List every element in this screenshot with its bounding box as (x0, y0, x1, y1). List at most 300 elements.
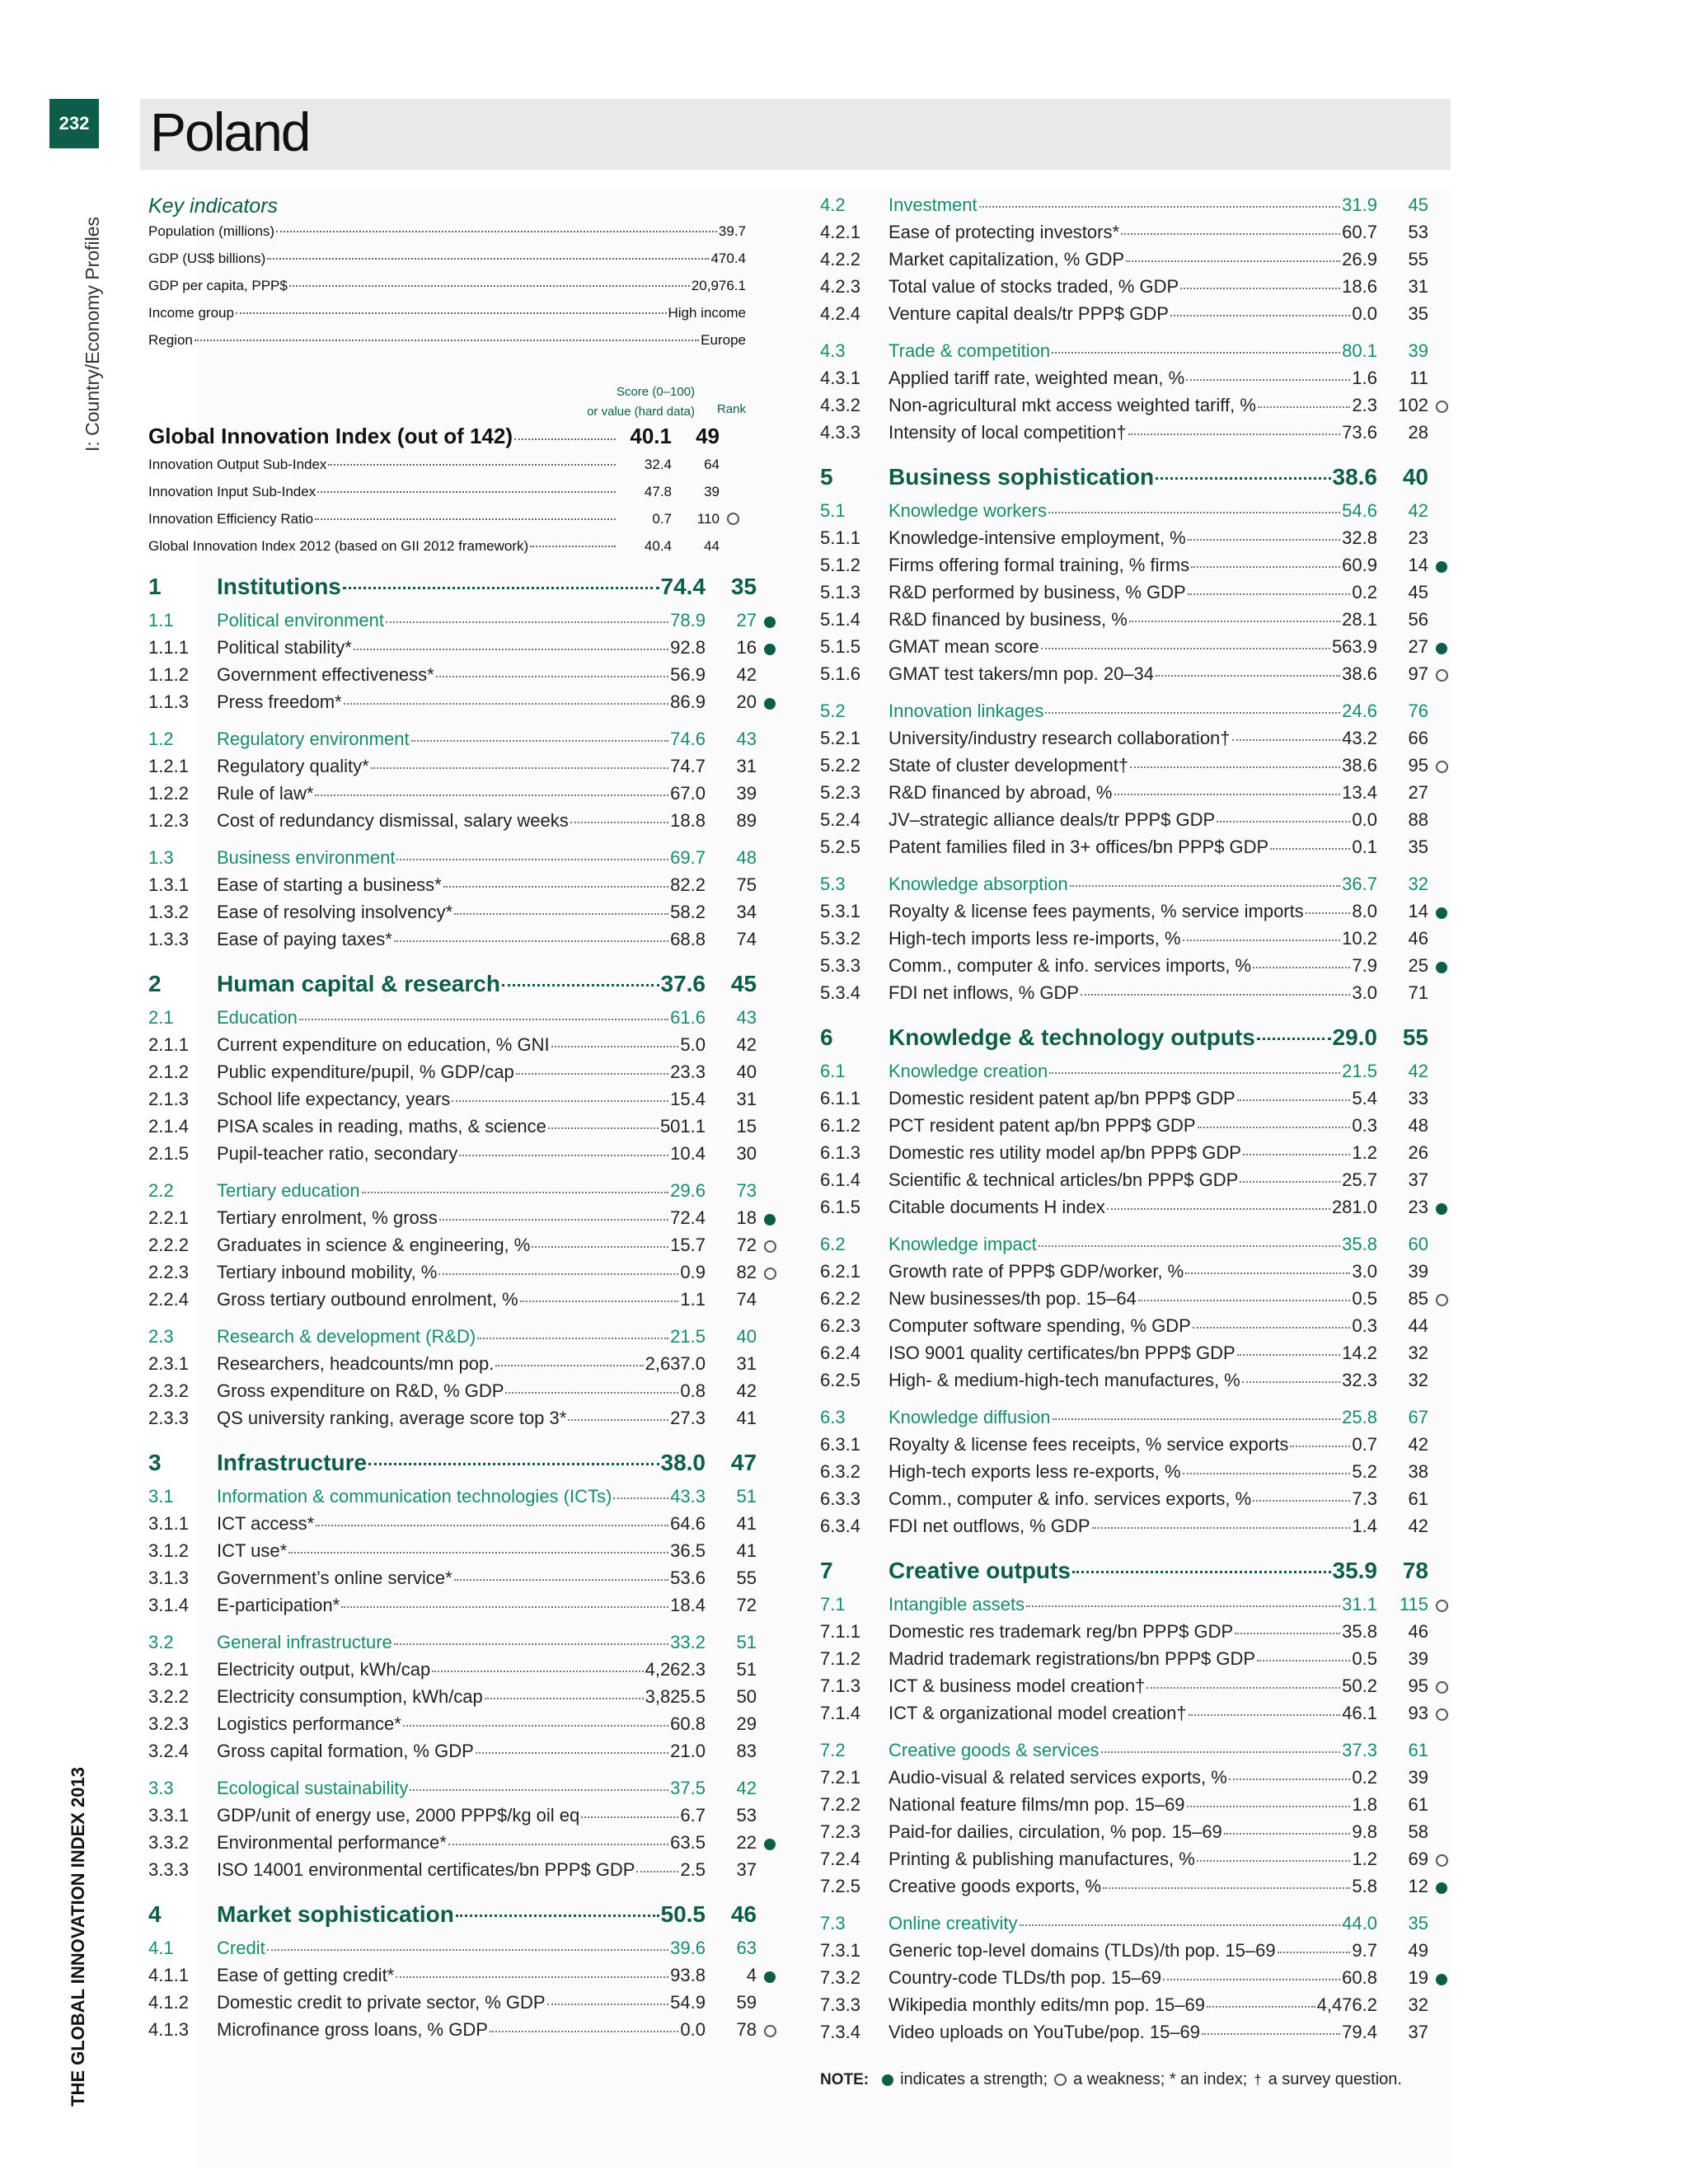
indicator-row-code: 6.3.4 (820, 1516, 860, 1536)
gii-score: 40.1 (630, 424, 672, 448)
indicator-row-rank: 4 (746, 1965, 757, 1985)
indicator-row-name: High- & medium-high-tech manufactures, % (889, 1370, 1240, 1390)
indicator-row-code: 3.1.1 (148, 1513, 189, 1534)
dot-leader (432, 1671, 643, 1672)
indicator-row-name: School life expectancy, years (217, 1089, 451, 1109)
indicator-row-score: 3.0 (1352, 982, 1377, 1003)
section-side-text: I: Country/Economy Profiles (82, 216, 104, 452)
indicator-row (820, 901, 1455, 928)
indicator-row-rank: 28 (1408, 422, 1428, 443)
indicator-row-code: 3.2.4 (148, 1741, 189, 1761)
indicator-row-score: 3,825.5 (645, 1686, 706, 1707)
dot-leader (403, 1725, 668, 1727)
gii-label: Global Innovation Index 2012 (based on GII 2012 framework) (148, 538, 529, 554)
dot-leader (1187, 1806, 1351, 1807)
marker-slot (1428, 1881, 1455, 1892)
indicator-row (820, 955, 1455, 982)
weakness-icon (727, 513, 739, 525)
indicator-row-code: 7.1.2 (820, 1648, 860, 1669)
indicator-row (148, 1713, 783, 1741)
indicator-row (148, 1686, 783, 1713)
indicator-row-code: 2.1.5 (148, 1143, 189, 1164)
indicator-row-code: 5.2.3 (820, 782, 860, 803)
subpillar-row-score: 80.1 (1342, 340, 1377, 361)
marker-slot (1428, 560, 1455, 571)
weakness-icon (1436, 1854, 1448, 1867)
marker-slot (1428, 1680, 1455, 1692)
subpillar-row-rank: 42 (1408, 1061, 1428, 1081)
indicator-row-score: 0.3 (1352, 1315, 1377, 1336)
dot-leader (485, 1698, 644, 1699)
key-indicators (148, 194, 746, 359)
indicator-row-name: Generic top-level domains (TLDs)/th pop. 15–69 (889, 1940, 1276, 1961)
subpillar-row-name: Investment (889, 194, 978, 215)
dot-leader (1270, 848, 1350, 850)
indicator-row-code: 2.1.4 (148, 1116, 189, 1137)
indicator-row (148, 1805, 783, 1832)
subpillar-row-name: Knowledge diffusion (889, 1407, 1051, 1427)
subpillar-row-code: 7.1 (820, 1594, 846, 1615)
subpillar-row-rank: 42 (736, 1778, 757, 1798)
indicator-row (820, 755, 1455, 782)
pillar-row (820, 1558, 1455, 1594)
indicator-row-rank: 42 (736, 1034, 757, 1055)
dot-leader (236, 312, 667, 314)
indicator-row-code: 2.3.2 (148, 1380, 189, 1401)
dot-leader (276, 231, 717, 232)
subpillar-section (820, 874, 1455, 1010)
indicator-row-name: National feature films/mn pop. 15–69 (889, 1794, 1185, 1815)
indicator-row (148, 1595, 783, 1622)
pillar-row-score: 37.6 (660, 971, 706, 996)
indicator-row-score: 9.7 (1352, 1940, 1377, 1961)
pillar-row-code: 3 (148, 1450, 162, 1475)
indicator-row-score: 2.3 (1352, 395, 1377, 415)
indicator-row-rank: 78 (736, 2019, 757, 2040)
subpillar-row (820, 340, 1455, 368)
subpillar-row-rank: 35 (1408, 1913, 1428, 1933)
strength-icon (764, 1214, 776, 1226)
indicator-row-code: 3.3.2 (148, 1832, 189, 1853)
indicator-row (820, 1488, 1455, 1516)
indicator-row-score: 563.9 (1331, 636, 1377, 657)
indicator-row-rank: 32 (1408, 1994, 1428, 2015)
indicator-row (148, 1992, 783, 2019)
indicator-row (148, 810, 783, 837)
dot-leader (530, 546, 616, 547)
subpillar-row-name: Political environment (217, 610, 384, 630)
dot-leader (1224, 1833, 1351, 1835)
indicator-row (820, 222, 1455, 249)
subpillar-row-rank: 63 (736, 1938, 757, 1958)
gii-row (148, 457, 746, 484)
indicator-row-name: Researchers, headcounts/mn pop. (217, 1353, 495, 1374)
indicator-row-code: 4.1.2 (148, 1992, 189, 2013)
pillar-row-rank: 46 (730, 1901, 757, 1927)
indicator-row-score: 60.9 (1342, 555, 1377, 575)
indicator-row-score: 53.6 (670, 1568, 706, 1588)
subpillar-row (820, 194, 1455, 222)
indicator-row (820, 2022, 1455, 2049)
dot-leader (1138, 1300, 1351, 1301)
marker-slot (757, 1212, 783, 1224)
indicator-row-name: Graduates in science & engineering, % (217, 1235, 531, 1255)
indicator-row-rank: 23 (1408, 527, 1428, 548)
indicator-row-name: High-tech exports less re-exports, % (889, 1461, 1181, 1482)
indicator-row-name: Public expenditure/pupil, % GDP/cap (217, 1062, 514, 1082)
indicator-row-code: 2.3.3 (148, 1408, 189, 1428)
publication-side-label (66, 1767, 91, 2107)
indicator-row-code: 1.1.3 (148, 691, 189, 712)
indicator-row-score: 10.2 (1342, 928, 1377, 949)
subpillar-row-code: 4.1 (148, 1938, 174, 1958)
indicator-row-code: 6.3.3 (820, 1488, 860, 1509)
indicator-row-rank: 20 (736, 691, 757, 712)
gii-rank: 64 (704, 457, 720, 472)
gii-score: 32.4 (644, 457, 672, 472)
indicator-row-code: 7.2.5 (820, 1876, 860, 1896)
dot-leader (1072, 1571, 1331, 1573)
indicator-row-rank: 75 (736, 874, 757, 895)
indicator-row (820, 837, 1455, 864)
dot-leader (1217, 821, 1350, 823)
marker-slot (1428, 641, 1455, 653)
subpillar-row-name: Innovation linkages (889, 701, 1044, 721)
indicator-row-name: Domestic resident patent ap/bn PPP$ GDP (889, 1088, 1236, 1108)
indicator-row-score: 27.3 (670, 1408, 706, 1428)
indicator-row-rank: 40 (736, 1062, 757, 1082)
weakness-icon (1436, 1294, 1448, 1306)
dot-leader (570, 822, 668, 823)
subpillar-row-score: 37.5 (670, 1778, 706, 1798)
indicator-row (148, 1034, 783, 1062)
key-indicator-value: 39.7 (718, 223, 746, 239)
subpillar-section (148, 610, 783, 719)
dot-leader (1156, 477, 1330, 480)
dot-leader (1258, 406, 1351, 408)
marker-slot (1428, 1598, 1455, 1610)
indicator-row-rank: 31 (736, 756, 757, 776)
indicator-row-rank: 51 (736, 1659, 757, 1680)
dot-leader (1114, 794, 1341, 795)
subpillar-row-rank: 45 (1408, 194, 1428, 215)
indicator-row-code: 3.2.3 (148, 1713, 189, 1734)
gii-score: 47.8 (644, 484, 672, 499)
indicator-row-name: Political stability* (217, 637, 352, 658)
pillar-row-rank: 78 (1402, 1558, 1428, 1583)
indicator-row-rank: 42 (736, 664, 757, 685)
indicator-row-rank: 32 (1408, 1370, 1428, 1390)
indicator-row (820, 1370, 1455, 1397)
indicator-row (820, 1967, 1455, 1994)
indicator-row (820, 1940, 1455, 1967)
indicator-row (148, 664, 783, 691)
subpillar-row-score: 24.6 (1342, 701, 1377, 721)
indicator-row (148, 902, 783, 929)
pillar-row-code: 2 (148, 971, 162, 996)
indicator-row-rank: 42 (736, 1380, 757, 1401)
indicator-row-code: 7.2.2 (820, 1794, 860, 1815)
indicator-row (820, 303, 1455, 330)
dot-leader (267, 1949, 668, 1951)
dot-leader (1306, 912, 1351, 914)
indicator-row-code: 5.3.2 (820, 928, 860, 949)
indicator-row (148, 929, 783, 956)
indicator-row-rank: 72 (736, 1595, 757, 1615)
key-indicator-rows (148, 223, 746, 359)
indicator-row-rank: 34 (736, 902, 757, 922)
subpillar-row-name: Knowledge workers (889, 500, 1047, 521)
indicator-row-name: Domestic credit to private sector, % GDP (217, 1992, 546, 2013)
indicator-row-rank: 42 (1408, 1516, 1428, 1536)
dot-leader (456, 1915, 659, 1917)
dot-leader (1235, 1633, 1340, 1634)
dot-leader (1020, 1924, 1341, 1926)
dot-leader (299, 1019, 668, 1020)
indicator-row-code: 2.1.2 (148, 1062, 189, 1082)
subpillar-row-rank: 115 (1399, 1594, 1428, 1615)
strength-icon (1436, 907, 1447, 919)
indicator-row-score: 60.7 (1342, 222, 1377, 242)
indicator-row (820, 1794, 1455, 1821)
dot-leader (386, 621, 668, 623)
indicator-row-score: 46.1 (1342, 1703, 1377, 1723)
dot-leader (328, 464, 616, 466)
score-header-line2: or value (hard data) (587, 405, 695, 419)
indicator-row-score: 21.0 (670, 1741, 706, 1761)
indicator-row-code: 5.1.5 (820, 636, 860, 657)
indicator-row (820, 582, 1455, 609)
dot-leader (443, 886, 668, 888)
subpillar-row (820, 1234, 1455, 1261)
dot-leader (1189, 1714, 1341, 1716)
indicator-row-score: 58.2 (670, 902, 706, 922)
indicator-row-score: 64.6 (670, 1513, 706, 1534)
subpillar-row-rank: 51 (736, 1486, 757, 1507)
indicator-row-rank: 95 (1408, 1675, 1428, 1696)
indicator-row-name: Wikipedia monthly edits/mn pop. 15–69 (889, 1994, 1205, 2015)
weakness-icon (1436, 1600, 1448, 1612)
indicator-row-rank: 61 (1408, 1794, 1428, 1815)
subpillar-row-name: Intangible assets (889, 1594, 1025, 1615)
indicator-row-name: Country-code TLDs/th pop. 15–69 (889, 1967, 1162, 1988)
indicator-row-score: 0.8 (680, 1380, 706, 1401)
dot-leader (1232, 739, 1341, 741)
subpillar-row-score: 33.2 (670, 1632, 706, 1652)
subpillar-row-code: 6.1 (820, 1061, 846, 1081)
dot-leader (613, 1497, 668, 1499)
indicator-row-name: Venture capital deals/tr PPP$ GDP (889, 303, 1169, 324)
dot-leader (502, 984, 659, 987)
indicator-row-score: 0.5 (1352, 1288, 1377, 1309)
indicator-row-name: Ease of paying taxes* (217, 929, 392, 949)
indicator-row-name: Royalty & license fees receipts, % service exports (889, 1434, 1289, 1455)
indicator-row-code: 5.3.4 (820, 982, 860, 1003)
indicator-row-rank: 15 (736, 1116, 757, 1137)
indicator-row-rank: 38 (1408, 1461, 1428, 1482)
dot-leader (1278, 1952, 1351, 1953)
pillar-row (820, 1024, 1455, 1061)
indicator-row-score: 1.2 (1352, 1849, 1377, 1869)
subpillar-section (820, 1407, 1455, 1543)
dot-leader (1198, 1127, 1351, 1128)
subpillar-row-rank: 43 (736, 729, 757, 749)
indicator-row-code: 5.2.5 (820, 837, 860, 857)
key-indicator-row (148, 332, 746, 359)
indicator-row-score: 36.5 (670, 1540, 706, 1561)
pillar-row-name: Business sophistication (889, 464, 1155, 490)
weakness-icon (1436, 401, 1448, 413)
indicator-row-rank: 39 (1408, 1767, 1428, 1788)
indicator-row-code: 2.1.1 (148, 1034, 189, 1055)
indicator-row-name: Regulatory quality* (217, 756, 369, 776)
indicator-row-rank: 50 (736, 1686, 757, 1707)
subpillar-row-code: 4.2 (820, 194, 846, 215)
gii-label: Innovation Efficiency Ratio (148, 511, 314, 527)
indicator-row-code: 3.3.3 (148, 1859, 189, 1880)
indicator-row-rank: 93 (1408, 1703, 1428, 1723)
indicator-row-rank: 102 (1398, 395, 1428, 415)
subpillar-row-score: 21.5 (670, 1326, 706, 1347)
indicator-row (148, 1659, 783, 1686)
weakness-icon (1436, 1708, 1448, 1721)
indicator-row-name: ICT access* (217, 1513, 315, 1534)
indicator-row-name: R&D financed by business, % (889, 609, 1128, 630)
dot-leader (636, 1871, 678, 1872)
dot-leader (1197, 1860, 1351, 1862)
marker-slot (1428, 759, 1455, 771)
gii-row (148, 424, 746, 457)
strength-icon (1436, 1882, 1447, 1894)
indicator-row-code: 6.2.5 (820, 1370, 860, 1390)
indicator-row-code: 1.1.2 (148, 664, 189, 685)
indicator-row-rank: 46 (1408, 1621, 1428, 1642)
indicator-row-rank: 37 (1408, 2022, 1428, 2042)
indicator-row-score: 0.5 (1352, 1648, 1377, 1669)
indicator-row-name: Environmental performance* (217, 1832, 447, 1853)
marker-slot (757, 696, 783, 708)
gii-summary (148, 424, 746, 565)
pillar-row-score: 29.0 (1332, 1024, 1377, 1050)
subpillar-row-rank: 42 (1408, 500, 1428, 521)
subpillar-section (820, 340, 1455, 449)
subpillar-row-rank: 32 (1408, 874, 1428, 894)
indicator-row-name: Electricity output, kWh/cap (217, 1659, 431, 1680)
indicator-row-code: 5.3.3 (820, 955, 860, 976)
indicator-row-rank: 55 (736, 1568, 757, 1588)
dot-leader (1048, 512, 1340, 513)
indicator-row-code: 2.2.2 (148, 1235, 189, 1255)
indicator-row-code: 7.1.3 (820, 1675, 860, 1696)
indicator-row-score: 1.6 (1352, 368, 1377, 388)
pillar-row-score: 35.9 (1332, 1558, 1377, 1583)
pillar-row (148, 1450, 783, 1486)
indicator-row (148, 1832, 783, 1859)
gii-row (148, 538, 746, 565)
indicator-row (148, 1859, 783, 1886)
indicator-row-code: 5.1.6 (820, 663, 860, 684)
indicator-row (148, 1513, 783, 1540)
indicator-row-score: 281.0 (1331, 1197, 1377, 1217)
dot-leader (1129, 621, 1340, 622)
indicator-row-rank: 22 (736, 1832, 757, 1853)
subpillar-section (820, 194, 1455, 330)
dot-leader (1237, 1099, 1351, 1101)
dot-leader (1128, 434, 1341, 435)
weakness-icon (764, 1240, 776, 1253)
dot-leader (1202, 2033, 1340, 2035)
indicator-row-score: 63.5 (670, 1832, 706, 1853)
indicator-row-name: Tertiary enrolment, % gross (217, 1207, 438, 1228)
subpillar-row-name: Research & development (R&D) (217, 1326, 476, 1347)
score-header-rank: Rank (716, 402, 746, 416)
indicator-row-score: 15.4 (670, 1089, 706, 1109)
indicator-row (148, 637, 783, 664)
indicator-row-rank: 31 (1408, 276, 1428, 297)
subpillar-section (148, 1778, 783, 1886)
indicator-row-score: 82.2 (670, 874, 706, 895)
dot-leader (1107, 1208, 1330, 1210)
indicator-row-name: Firms offering formal training, % firms (889, 555, 1190, 575)
dot-leader (1229, 1779, 1351, 1780)
indicator-row-rank: 97 (1408, 663, 1428, 684)
indicator-row-score: 6.7 (680, 1805, 706, 1825)
indicator-row (820, 1288, 1455, 1315)
dot-leader (410, 1789, 668, 1791)
indicator-row-code: 5.1.3 (820, 582, 860, 602)
indicator-row (820, 1343, 1455, 1370)
pillar-row-rank: 35 (730, 574, 757, 599)
indicator-row-name: Ease of resolving insolvency* (217, 902, 453, 922)
subpillar-row-rank: 40 (736, 1326, 757, 1347)
subpillar-row-score: 37.3 (1342, 1740, 1377, 1760)
subpillar-row-name: Business environment (217, 847, 396, 868)
indicator-row (820, 276, 1455, 303)
indicator-row-code: 6.1.2 (820, 1115, 860, 1136)
indicator-row (820, 1434, 1455, 1461)
subpillar-row (148, 1180, 783, 1207)
indicator-row-score: 79.4 (1342, 2022, 1377, 2042)
marker-slot (720, 511, 746, 523)
dot-leader (547, 2004, 669, 2005)
indicator-row-rank: 55 (1408, 249, 1428, 269)
note-survey-text: a survey question. (1268, 2070, 1402, 2088)
marker-slot (1428, 399, 1455, 411)
dot-leader (344, 703, 669, 705)
dot-leader (267, 258, 709, 260)
subpillar-row-rank: 76 (1408, 701, 1428, 721)
indicator-row (820, 1648, 1455, 1675)
indicator-row-name: ICT use* (217, 1540, 288, 1561)
dot-leader (1092, 1527, 1351, 1529)
indicator-row-rank: 89 (736, 810, 757, 831)
indicator-row-name: PCT resident patent ap/bn PPP$ GDP (889, 1115, 1196, 1136)
dot-leader (1253, 1500, 1350, 1502)
indicator-row-code: 4.2.4 (820, 303, 860, 324)
indicator-row-code: 4.2.3 (820, 276, 860, 297)
gii-score: 0.7 (652, 511, 672, 527)
indicator-row-score: 73.6 (1342, 422, 1377, 443)
marker-slot (1428, 960, 1455, 972)
key-indicator-label: Region (148, 332, 193, 348)
dot-leader (1240, 1181, 1340, 1183)
subpillar-row-rank: 48 (736, 847, 757, 868)
indicator-row-name: PISA scales in reading, maths, & science (217, 1116, 546, 1137)
strength-icon (1436, 962, 1447, 973)
score-header (569, 382, 779, 424)
indicator-row-rank: 35 (1408, 837, 1428, 857)
indicator-row (148, 1380, 783, 1408)
